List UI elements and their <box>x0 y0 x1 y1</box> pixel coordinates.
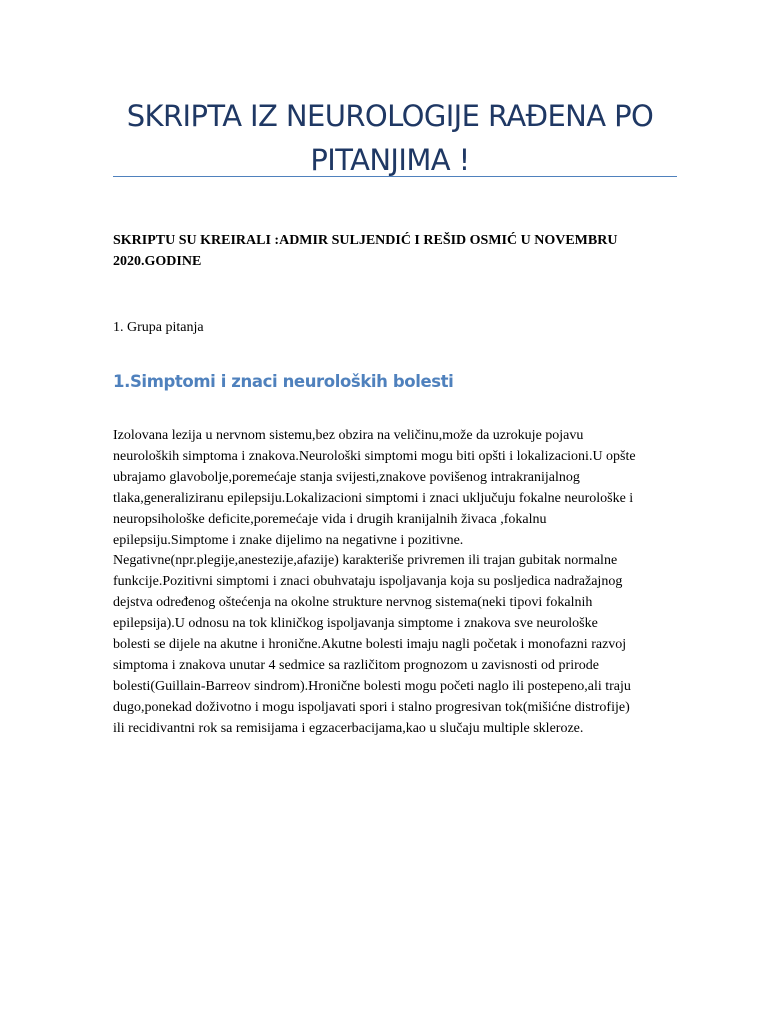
body-paragraph: Izolovana lezija u nervnom sistemu,bez obzira na veličinu,može da uzrokuje pojavu neuroloških simptoma i znakova.Neurološki simptomi mogu biti opšti i lokalizacioni.U opšte ubrajamo glavobolje,poremećaje stanja svijesti,znakove povišenog intrakranijalnog tlaka,generaliziranu epilepsiju.Lokalizacioni simptomi i znaci uključuju fokalne neurološke i neuropsihološke deficite,poremećaje vida i drugih kranijalnih živaca ,fokalnu epilepsiju.Simptome i znake dijelimo na negativne i pozitivne. Negativne(npr.plegije,anestezije,afazije) karakteriše privremen ili trajan gubitak normalne funkcije.Pozitivni simptomi i znaci obuhvataju ispoljavanja koja su posljedica nadražajnog dejstva određenog oštećenja na okolne strukture nervnog sistema(neki tipovi fokalnih epilepsija).U odnosu na tok kliničkog ispoljavanja simptome i znakova sve neurološke bolesti se dijele na akutne i hronične.Akutne bolesti imaju nagli početak i monofazni razvoj simptoma i znakova unutar 4 sedmice sa različitom prognozom u zavisnosti od prirode bolesti(Guillain-Barreov sindrom).Hronične bolesti mogu početi naglo ili postepeno,ali traju dugo,ponekad doživotno i mogu ispoljavati spori i stalno progresivan tok(mišićne distrofije) ili recidivantni rok sa remisijama i egzacerbacijama,kao u slučaju multiple skleroze. <box>113 428 636 736</box>
authors-line: SKRIPTU SU KREIRALI :ADMIR SULJENDIĆ I REŠID OSMIĆ U NOVEMBRU 2020.GODINE <box>113 233 618 269</box>
question-group-label: 1. Grupa pitanja <box>113 320 204 335</box>
document-title: SKRIPTA IZ NEUROLOGIJE RAĐENA PO PITANJIMA ! <box>126 99 654 177</box>
title-divider <box>113 176 677 177</box>
section-heading: 1.Simptomi i znaci neuroloških bolesti <box>113 372 454 391</box>
